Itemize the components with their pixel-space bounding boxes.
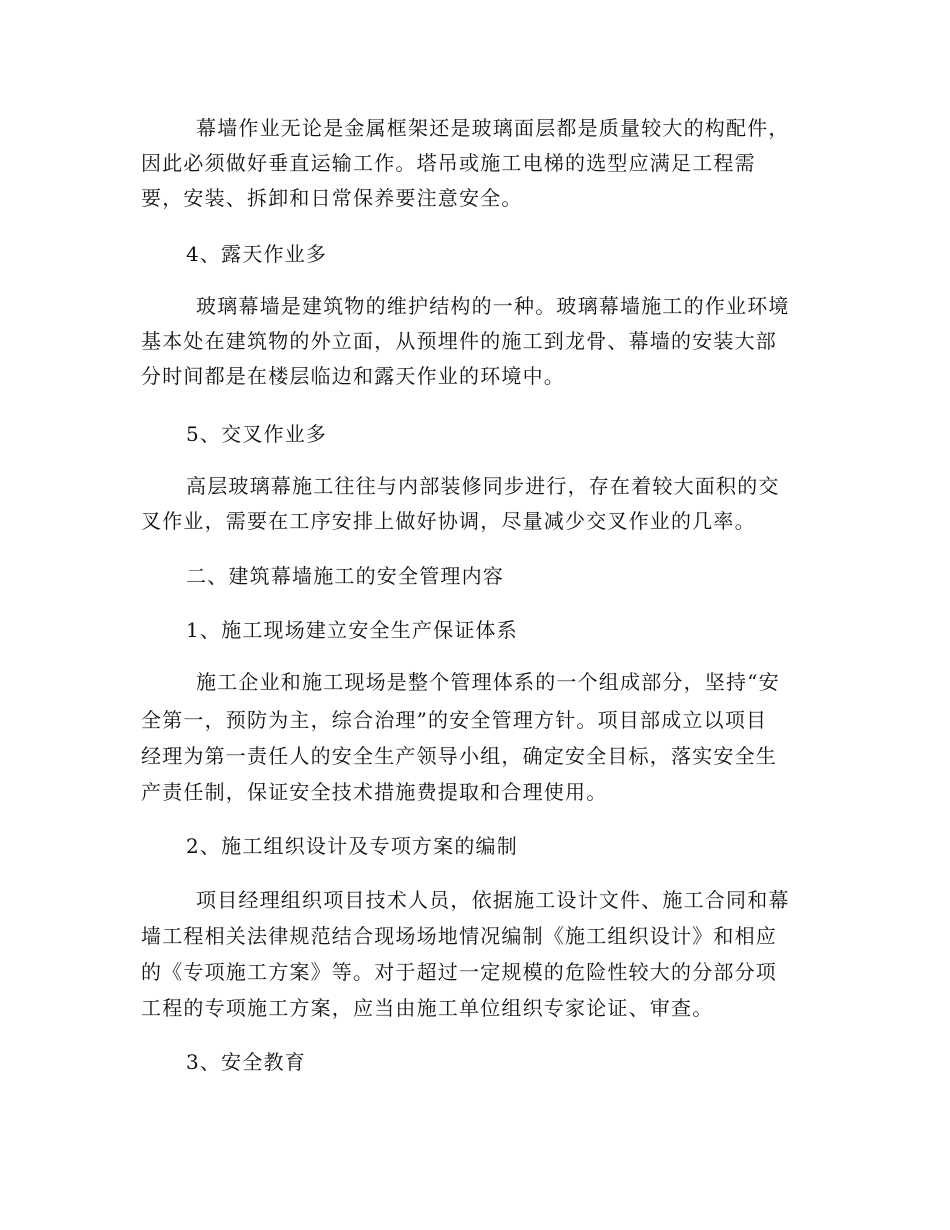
paragraph-2-line-3: 分时间都是在楼层临边和露天作业的环境中。 [141,364,565,388]
paragraph-4-line-3: 经理为第一责任人的安全生产领导小组，确定安全目标，落实安全生 [141,744,777,768]
paragraph-5-line-2: 墙工程相关法律规范结合现场场地情况编制《施工组织设计》和相应 [141,924,777,948]
heading-construction-plan: 2、施工组织设计及专项方案的编制 [186,834,518,858]
paragraph-2-line-1: 玻璃幕墙是建筑物的维护结构的一种。玻璃幕墙施工的作业环境 [196,294,790,318]
paragraph-5-line-4: 工程的专项施工方案，应当由施工单位组织专家论证、审查。 [141,996,714,1020]
heading-safety-assurance-system: 1、施工现场建立安全生产保证体系 [186,618,518,642]
paragraph-4-line-4: 产责任制，保证安全技术措施费提取和合理使用。 [141,780,608,804]
heading-safety-education: 3、安全教育 [186,1050,306,1074]
paragraph-2-line-2: 基本处在建筑物的外立面，从预埋件的施工到龙骨、幕墙的安装大部 [141,329,777,353]
paragraph-1-line-3: 要，安装、拆卸和日常保养要注意安全。 [141,186,523,210]
paragraph-1-line-2: 因此必须做好垂直运输工作。塔吊或施工电梯的选型应满足工程需 [141,151,756,175]
paragraph-3-line-1: 高层玻璃幕施工往往与内部装修同步进行，存在着较大面积的交 [186,474,780,498]
paragraph-4-line-1: 施工企业和施工现场是整个管理体系的一个组成部分，坚持“安 [196,670,780,694]
heading-cross-work: 5、交叉作业多 [186,422,328,446]
heading-open-air-work: 4、露天作业多 [186,242,328,266]
paragraph-5-line-3: 的《专项施工方案》等。对于超过一定规模的危险性较大的分部分项 [141,960,777,984]
section-heading-safety-management: 二、建筑幕墙施工的安全管理内容 [186,564,504,588]
paragraph-1-line-1: 幕墙作业无论是金属框架还是玻璃面层都是质量较大的构配件， [196,116,790,140]
paragraph-3-line-2: 叉作业，需要在工序安排上做好协调，尽量减少交叉作业的几率。 [141,509,756,533]
paragraph-5-line-1: 项目经理组织项目技术人员，依据施工设计文件、施工合同和幕 [196,888,790,912]
paragraph-4-line-2: 全第一，预防为主，综合治理”的安全管理方针。项目部成立以项目 [141,708,768,732]
